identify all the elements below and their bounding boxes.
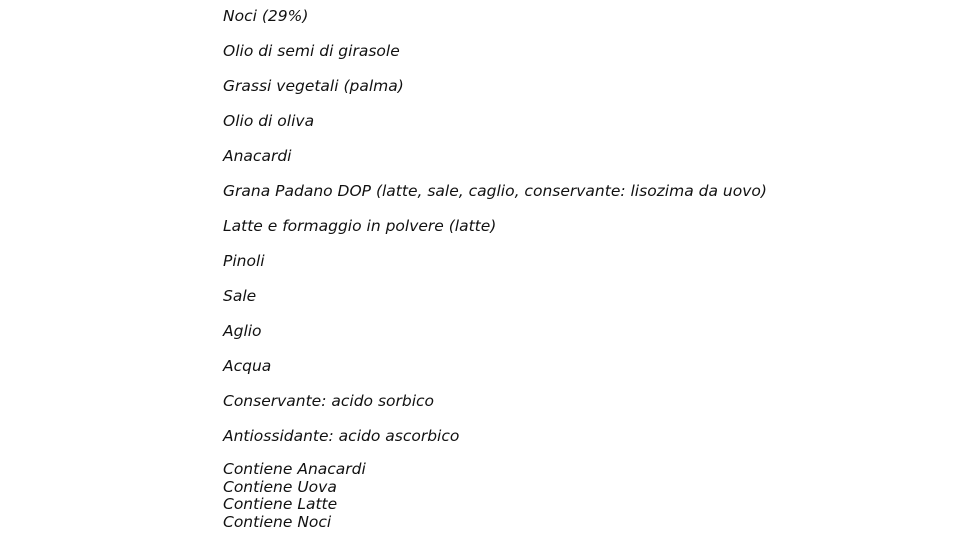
allergen-item: Contiene Uova <box>223 477 337 496</box>
ingredient-item: Latte e formaggio in polvere (latte) <box>223 217 497 235</box>
ingredient-item: Pinoli <box>223 252 265 270</box>
allergen-list <box>223 461 843 531</box>
ingredient-item: Sale <box>223 287 257 305</box>
ingredient-document <box>223 6 843 531</box>
allergen-item: Contiene Noci <box>223 512 332 531</box>
ingredient-item: Grassi vegetali (palma) <box>223 77 404 95</box>
ingredient-item: Noci (29%) <box>223 7 309 25</box>
ingredient-item: Olio di oliva <box>223 112 315 130</box>
ingredient-item: Conservante: acido sorbico <box>223 392 435 410</box>
ingredient-item: Aglio <box>223 322 262 340</box>
ingredient-item: Antiossidante: acido ascorbico <box>223 427 460 445</box>
allergen-item: Contiene Anacardi <box>223 460 366 478</box>
ingredient-item: Grana Padano DOP (latte, sale, caglio, conservante: lisozima da uovo) <box>223 182 767 200</box>
ingredient-item: Anacardi <box>223 147 292 165</box>
ingredient-item: Acqua <box>223 357 272 375</box>
allergen-item: Contiene Latte <box>223 495 338 513</box>
ingredient-item: Olio di semi di girasole <box>223 42 400 60</box>
